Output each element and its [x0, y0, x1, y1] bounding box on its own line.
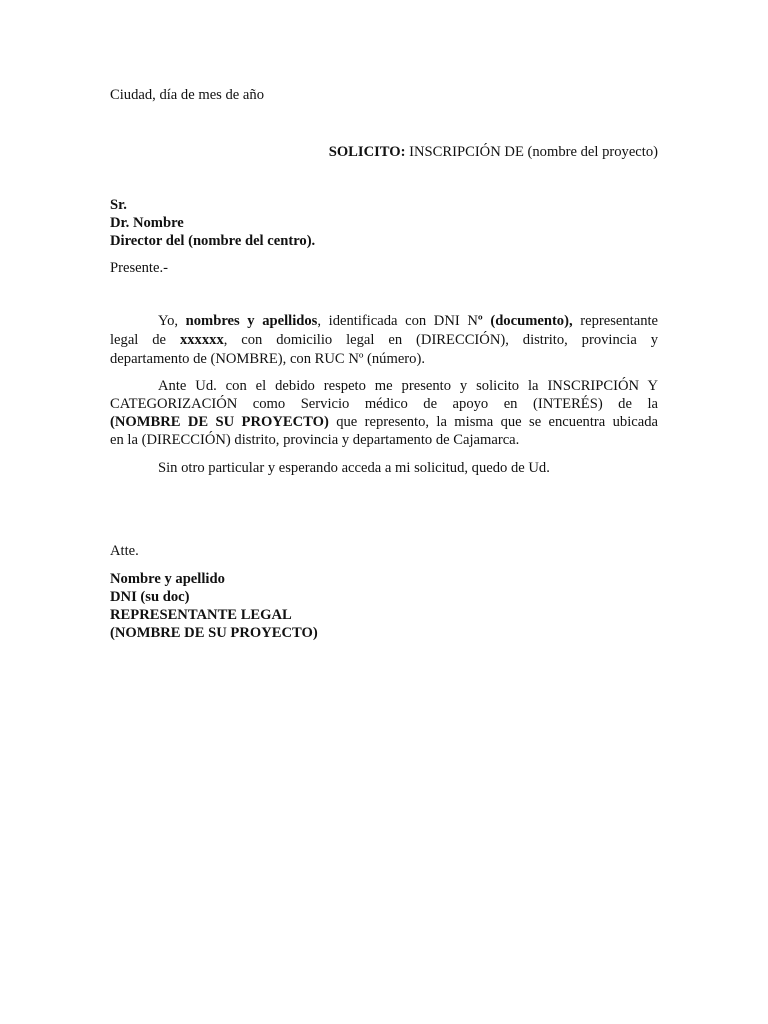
subject-line	[329, 143, 658, 161]
addressee-line-3: Director del (nombre del centro).	[110, 233, 316, 249]
paragraph-2-line-4: en la (DIRECCIÓN) distrito, provincia y departamento de Cajamarca.	[110, 432, 520, 448]
paragraph-1-line-1: Yo, nombres y apellidos, identificada con DNI Nº (documento), representante	[158, 313, 659, 329]
paragraph-3: Sin otro particular y esperando acceda a mi solicitud, quedo de Ud.	[158, 460, 550, 476]
paragraph-1-line-2: legal de xxxxxx, con domicilio legal en (DIRECCIÓN), distrito, provincia y	[110, 332, 658, 348]
signature-dni: DNI (su doc)	[110, 589, 190, 605]
place-date: Ciudad, día de mes de año	[110, 87, 265, 103]
paragraph-2-line-3: (NOMBRE DE SU PROYECTO) que represento, la misma que se encuentra ubicada	[110, 414, 658, 430]
paragraph-1-line-3: departamento de (NOMBRE), con RUC Nº (número).	[110, 351, 425, 367]
signature-role: REPRESENTANTE LEGAL	[110, 607, 292, 623]
addressee-line-1: Sr.	[110, 197, 127, 213]
subject-text: INSCRIPCIÓN DE (nombre del proyecto)	[405, 144, 658, 160]
paragraph-2-line-2: CATEGORIZACIÓN como Servicio médico de apoyo en (INTERÉS) de la	[110, 396, 658, 412]
paragraph-2-line-1: Ante Ud. con el debido respeto me presento y solicito la INSCRIPCIÓN Y	[158, 378, 658, 394]
signature-name: Nombre y apellido	[110, 571, 225, 587]
subject-label: SOLICITO:	[328, 144, 406, 160]
presente-line: Presente.-	[110, 260, 168, 276]
closing: Atte.	[110, 543, 139, 559]
signature-project: (NOMBRE DE SU PROYECTO)	[110, 625, 318, 641]
addressee-line-2: Dr. Nombre	[110, 215, 184, 231]
